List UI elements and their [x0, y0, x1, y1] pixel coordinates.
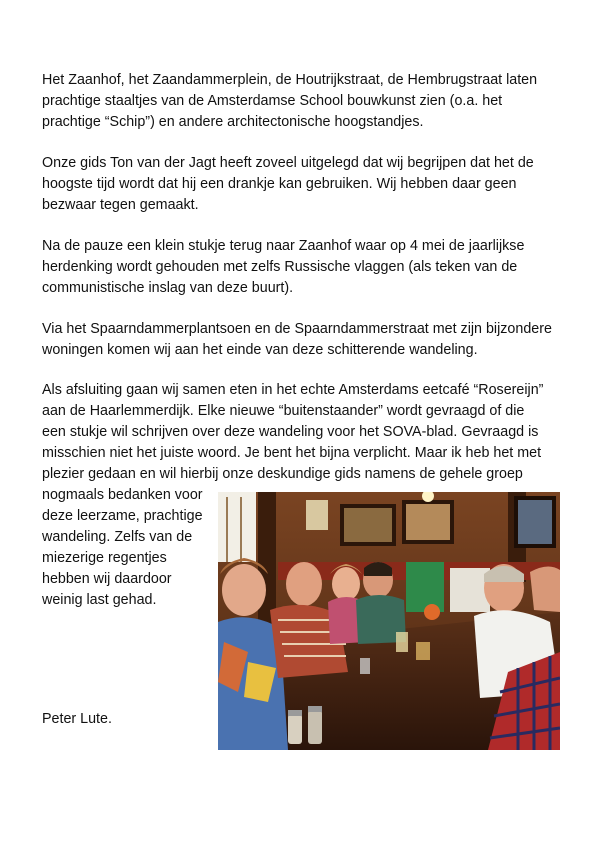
text-line: plezier gedaan en wil hierbij onze deskundige gids namens de gehele groep: [42, 466, 523, 482]
restaurant-group-illustration: [218, 492, 560, 750]
flower-vase: [424, 604, 440, 620]
text-line: wandeling. Zelfs van de: [42, 529, 193, 545]
text-line: aan de Haarlemmerdijk. Elke nieuwe “buitenstaander” wordt gevraagd of die: [42, 403, 525, 419]
group-photo: [218, 492, 560, 750]
text-line: bezwaar tegen gemaakt.: [42, 197, 199, 213]
text-line: een stukje wil schrijven over deze wandeling voor het SOVA-blad. Gevraagd is: [42, 424, 539, 440]
text-line: Het Zaanhof, het Zaandammerplein, de Houtrijkstraat, de Hembrugstraat laten: [42, 72, 538, 88]
text-line: herdenking wordt gehouden met zelfs Russische vlaggen (als teken van de: [42, 259, 518, 275]
text-line: hebben wij daardoor: [42, 571, 172, 587]
text-line: communistische inslag van deze buurt).: [42, 280, 294, 296]
text-line: hoogste tijd wordt dat hij een drankje kan gebruiken. Wij hebben daar geen: [42, 176, 517, 192]
text-line: Na de pauze een klein stukje terug naar Zaanhof waar op 4 mei de jaarlijkse: [42, 238, 525, 254]
paragraph-2: [42, 153, 572, 216]
poster: [406, 562, 444, 612]
text-line: miezerige regentjes: [42, 550, 167, 566]
text-line: Als afsluiting gaan wij samen eten in het echte Amsterdams eetcafé “Rosereijn”: [42, 382, 544, 398]
text-line: nogmaals bedanken voor: [42, 487, 203, 503]
window-left: [218, 492, 256, 562]
text-line: Via het Spaarndammerplantsoen en de Spaarndammerstraat met zijn bijzondere: [42, 321, 552, 337]
text-line: weinig last gehad.: [42, 592, 157, 608]
text-line: prachtige “Schip”) en andere architectonische hoogstandjes.: [42, 114, 424, 130]
paragraph-1: [42, 70, 572, 133]
text-line: Onze gids Ton van der Jagt heeft zoveel uitgelegd dat wij begrijpen dat het de: [42, 155, 534, 171]
text-line: deze leerzame, prachtige: [42, 508, 203, 524]
text-line: woningen komen wij aan het einde van deze schitterende wandeling.: [42, 342, 478, 358]
text-line: prachtige staaltjes van de Amsterdamse School bouwkunst zien (o.a. het: [42, 93, 503, 109]
paragraph-3: [42, 236, 572, 299]
text-line: misschien niet het juiste woord. Je bent het bijna verplicht. Maar ik heb het met: [42, 445, 542, 461]
signature: Peter Lute.: [42, 711, 112, 727]
paragraph-4: [42, 319, 572, 361]
